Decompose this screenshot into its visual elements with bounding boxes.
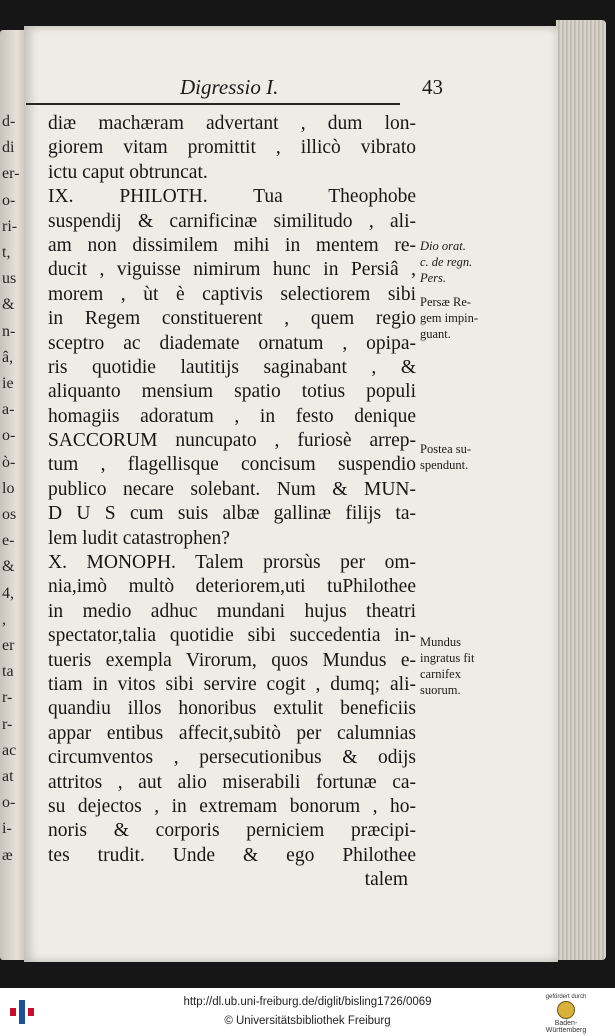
- copyright-notice: © Universitätsbibliothek Freiburg: [224, 1015, 391, 1027]
- document-url[interactable]: http://dl.ub.uni-freiburg.de/diglit/bisling1726/0069: [183, 996, 432, 1008]
- text-line: am non dissimilem mihi in mentem re-: [48, 234, 416, 256]
- previous-page-fragment: os: [2, 506, 17, 523]
- margin-note-line: Postea su-: [420, 442, 472, 456]
- margin-note-line: spendunt.: [420, 458, 469, 472]
- header-rule: [26, 103, 400, 105]
- previous-page-fragment: a-: [2, 401, 15, 419]
- page-number: 43: [422, 75, 443, 99]
- margin-note-line: gem impin-: [420, 311, 478, 325]
- previous-page-fragment: &: [2, 558, 15, 576]
- previous-page-fragment: æ: [2, 846, 13, 864]
- previous-page-fragment: d-: [2, 113, 16, 130]
- running-head: Digressio I.: [180, 75, 279, 99]
- previous-page-fragment: lo: [2, 479, 15, 497]
- text-line: lem ludit catastrophen?: [48, 527, 230, 549]
- margin-note-line: suorum.: [420, 683, 461, 697]
- previous-page-fragment: e-: [2, 532, 15, 550]
- previous-page-fragment: ri-: [2, 217, 18, 235]
- text-line: ictu caput obtruncat.: [48, 161, 208, 183]
- previous-page-fragment: er-: [2, 165, 20, 183]
- previous-page-fragment: ,: [2, 610, 6, 628]
- previous-page-fragment: o-: [2, 191, 16, 209]
- text-line: tes trudit. Unde & ego Philothee: [48, 844, 416, 866]
- text-line: talem: [364, 869, 408, 891]
- text-line: appar entibus affecit,subitò per calumnias: [48, 722, 416, 744]
- previous-page-fragment: ta: [2, 663, 14, 681]
- margin-note-line: Pers.: [420, 271, 447, 285]
- text-line: quandiu illos honoribus extulit beneficiis: [48, 698, 416, 720]
- margin-note-line: Dio orat.: [420, 239, 466, 253]
- funder-logo: [536, 994, 596, 1034]
- page-header: [54, 74, 454, 104]
- previous-page-fragment: o-: [2, 794, 16, 812]
- text-line: in medio adhuc mundani hujus theatri: [48, 600, 416, 622]
- previous-page-fragment: di: [2, 139, 15, 157]
- text-line: homagiis adoratum , in festo denique: [48, 405, 416, 427]
- text-line: su dejectos , in extremam bonorum , ho-: [48, 795, 416, 817]
- previous-page-fragment: us: [2, 270, 17, 288]
- text-line: giorem vitam promittit , illicò vibrato: [48, 137, 416, 159]
- previous-page-fragment: ò-: [2, 453, 16, 471]
- funder-name: Baden-Württemberg: [545, 1020, 587, 1034]
- text-line: morem , ùt è captivis selectiorem sibi: [48, 283, 416, 305]
- text-line: D U S cum suis albæ gallinæ filijs ta-: [48, 503, 416, 525]
- margin-note-persae: [420, 294, 520, 342]
- text-line: suspendij & carnificinæ similitudo , ali-: [48, 210, 416, 232]
- text-line: tum , flagellisque concisum suspendio: [48, 454, 416, 476]
- previous-page-fragment: 4,: [2, 584, 14, 602]
- margin-note-line: guant.: [420, 327, 451, 341]
- text-line: tueris exempla Virorum, quos Mundus e-: [48, 649, 416, 671]
- text-line: attritos , aut alio miserabili fortunæ ca-: [48, 771, 416, 793]
- text-line: diæ machæram advertant , dum lon-: [48, 113, 416, 134]
- text-line: spectator,talia quotidie sibi succedentia in-: [48, 625, 416, 647]
- previous-page-fragment: &: [2, 296, 15, 314]
- text-line: X. MONOPH. Talem prorsùs per om-: [48, 552, 416, 574]
- text-line: ducit , viguisse nimirum hunc in Persiâ ,: [48, 259, 416, 281]
- margin-note-source: [420, 238, 520, 286]
- previous-page-fragment: at: [2, 768, 14, 785]
- text-line: noris & corporis perniciem præcipi-: [48, 820, 416, 842]
- text-line: aliquanto mensium spatio totius populi: [48, 381, 416, 403]
- previous-page-fragment: r-: [2, 689, 13, 707]
- text-line: SACCORUM nuncupato , furiosè arrep-: [48, 430, 416, 452]
- previous-page-fragment: â,: [2, 348, 14, 366]
- text-line: publico necare solebant. Num & MUN-: [48, 478, 416, 500]
- previous-page-fragment: o-: [2, 427, 16, 445]
- text-line: tiam in vitos sibi servire cogit , dumq; ali-: [48, 673, 416, 695]
- text-line: nia,imò multò deteriorem,uti tuPhilothee: [48, 576, 416, 598]
- previous-page-fragment: i-: [2, 820, 12, 838]
- margin-note-line: Mundus: [420, 635, 461, 649]
- header-spacer: [190, 56, 200, 58]
- previous-page-fragment: r-: [2, 715, 13, 733]
- state-seal-icon: [557, 1001, 575, 1019]
- funder-label: gefördert durch: [545, 994, 587, 1000]
- text-line: in Regem constituerent , quem regio: [48, 308, 416, 330]
- text-line: sceptro ac diademate ornatum , opipa-: [48, 332, 416, 354]
- body-text: [48, 112, 416, 893]
- margin-note-line: Persæ Re-: [420, 295, 472, 309]
- previous-page-fragment: t,: [2, 244, 11, 261]
- page-stack-edge: [556, 20, 606, 960]
- previous-page-fragment: ie: [2, 375, 14, 392]
- text-line: ris quotidie lautitijs saginabant , &: [48, 356, 416, 378]
- margin-note-line: ingratus fit: [420, 651, 475, 665]
- margin-note-postea: [420, 441, 520, 473]
- previous-page-edge: [0, 30, 24, 960]
- previous-page-fragment: er: [2, 637, 15, 654]
- footer-bar: [0, 988, 615, 1036]
- text-line: circumventos , persecutionibus & odijs: [48, 747, 416, 769]
- margin-note-line: c. de regn.: [420, 255, 473, 269]
- previous-page-fragment: ac: [2, 741, 17, 759]
- text-line: IX. PHILOTH. Tua Theophobe: [48, 186, 416, 208]
- margin-note-line: carnifex: [420, 667, 461, 681]
- previous-page-fragment: n-: [2, 322, 16, 340]
- margin-note-mundus: [420, 634, 520, 698]
